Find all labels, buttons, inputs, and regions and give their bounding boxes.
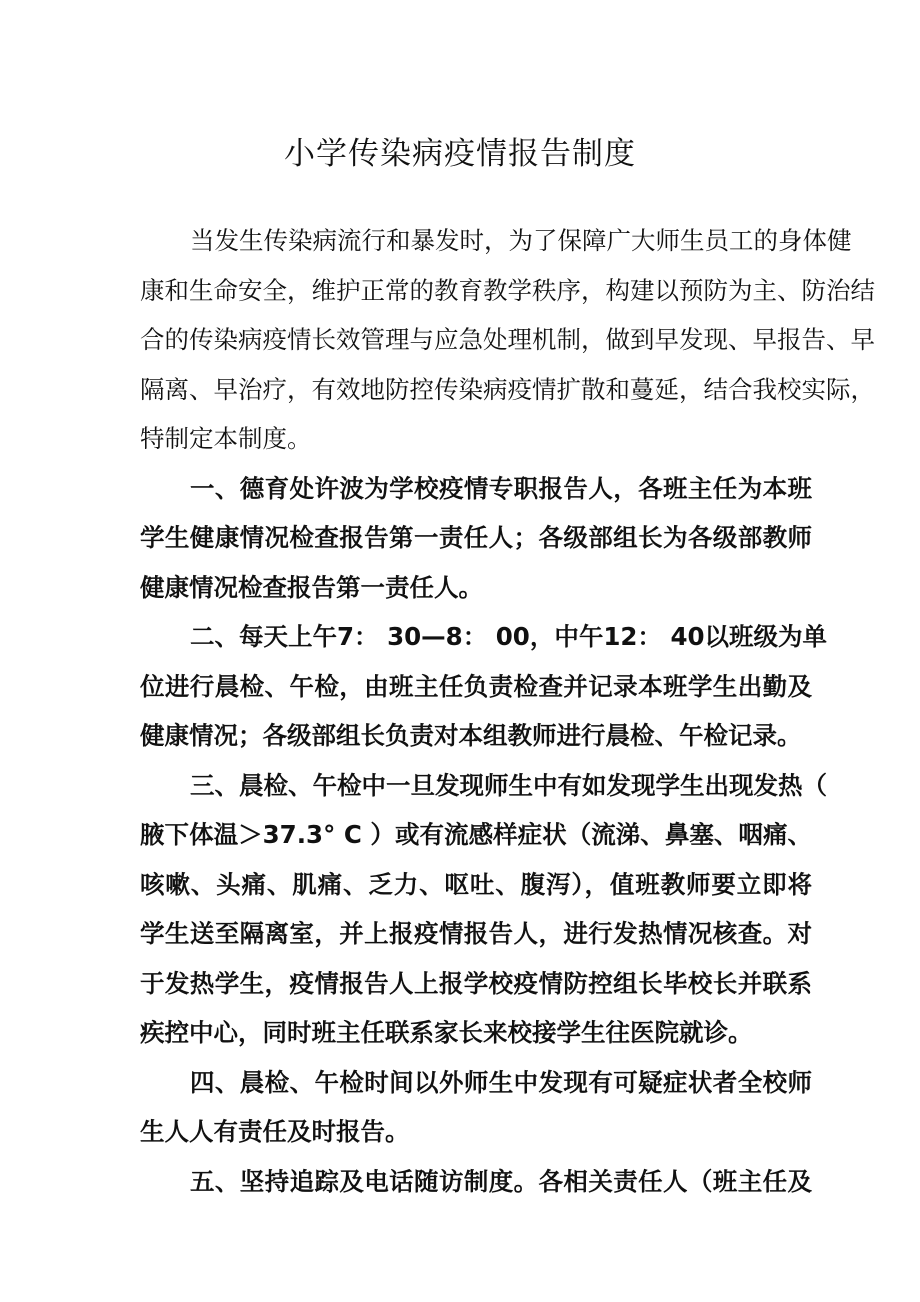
text-line: 腋下体温＞37.3° C ）或有流感样症状（流涕、鼻塞、咽痛、 xyxy=(140,820,812,849)
text-line: 隔离、早治疗，有效地防控传染病疫情扩散和蔓延，结合我校实际， xyxy=(140,374,875,404)
paragraph xyxy=(140,612,828,761)
text-line: 于发热学生，疫情报告人上报学校疫情防控组长毕校长并联系 xyxy=(140,968,812,998)
text-line: 四、晨检、午检时间以外师生中发现有可疑症状者全校师 xyxy=(190,1067,812,1097)
text-line: 学生健康情况检查报告第一责任人；各级部组长为各级部教师 xyxy=(140,523,812,552)
text-line: 一、德育处许波为学校疫情专职报告人，各班主任为本班 xyxy=(190,473,812,503)
text-line: 生人人有责任及时报告。 xyxy=(140,1117,410,1146)
document-body xyxy=(140,216,875,1206)
text-line: 疾控中心，同时班主任联系家长来校接学生往医院就诊。 xyxy=(140,1018,753,1047)
text-line: 咳嗽、头痛、肌痛、乏力、呕吐、腹泻），值班教师要立即将 xyxy=(140,869,812,899)
text-line: 健康情况；各级部组长负责对本组教师进行晨检、午检记录。 xyxy=(140,721,802,750)
text-line: 二、每天上午7： 30—8： 00，中午12： 40以班级为单 xyxy=(190,622,828,651)
paragraph xyxy=(140,216,875,464)
text-line: 健康情况检查报告第一责任人。 xyxy=(140,572,483,602)
text-line: 当发生传染病流行和暴发时，为了保障广大师生员工的身体健 xyxy=(190,226,852,255)
document-title: 小学传染病疫情报告制度 xyxy=(284,136,636,172)
text-line: 特制定本制度。 xyxy=(140,424,312,453)
paragraph xyxy=(140,1157,812,1207)
text-line: 合的传染病疫情长效管理与应急处理机制，做到早发现、早报告、早 xyxy=(140,325,875,354)
paragraph xyxy=(140,464,812,613)
paragraph xyxy=(140,1058,812,1157)
text-line: 位进行晨检、午检，由班主任负责检查并记录本班学生出勤及 xyxy=(140,671,812,701)
paragraph xyxy=(140,761,827,1058)
text-line: 学生送至隔离室，并上报疫情报告人，进行发热情况核查。对 xyxy=(140,919,812,948)
text-line: 康和生命安全，维护正常的教育教学秩序，构建以预防为主、防治结 xyxy=(140,275,875,305)
text-line: 三、晨检、午检中一旦发现师生中有如发现学生出现发热（ xyxy=(190,770,827,800)
text-line: 五、坚持追踪及电话随访制度。各相关责任人（班主任及 xyxy=(190,1166,812,1196)
